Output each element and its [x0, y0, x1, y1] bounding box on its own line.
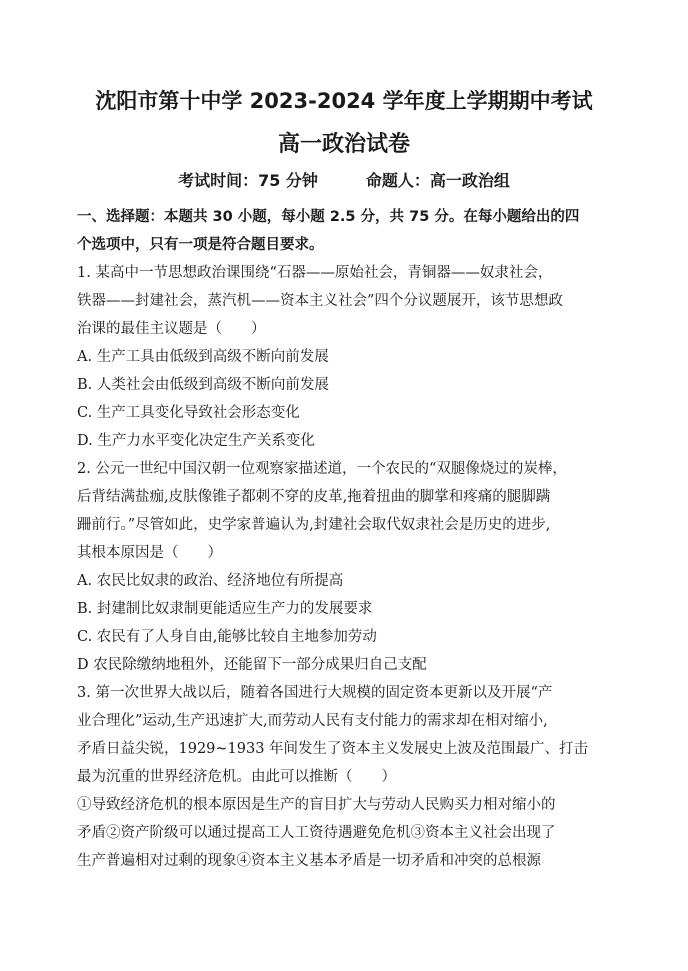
q2-option-a: A. 农民比奴隶的政治、经济地位有所提高: [77, 573, 344, 589]
q1-option-b: B. 人类社会由低级到高级不断向前发展: [77, 377, 329, 393]
q3-item-line1: ①导致经济危机的根本原因是生产的盲目扩大与劳动人民购买力相对缩小的: [77, 797, 556, 813]
q2-stem-line3: 跚前行。”尽管如此，史学家普遍认为,封建社会取代奴隶社会是历史的进步,: [77, 517, 551, 533]
section-heading-line2: 个选项中，只有一项是符合题目要求。: [77, 237, 324, 253]
q2-stem-line2: 后背结满盐痂,皮肤像锥子都刺不穿的皮革,拖着扭曲的脚掌和疼痛的腿脚蹒: [77, 489, 551, 505]
q1-stem-line1: 1. 某高中一节思想政治课围绕“石器——原始社会，青铜器——奴隶社会，: [77, 265, 553, 281]
q2-stem-line4: 其根本原因是（ ）: [77, 545, 222, 561]
q1-option-a: A. 生产工具由低级到高级不断向前发展: [77, 349, 329, 365]
section-heading-line1: 一、选择题：本题共 30 小题，每小题 2.5 分，共 75 分。在每小题给出的四: [77, 209, 580, 225]
exam-title: 沈阳市第十中学 2023-2024 学年度上学期期中考试: [95, 89, 593, 113]
exam-time: 考试时间：75 分钟: [178, 171, 318, 190]
q3-stem-line1: 3. 第一次世界大战以后，随着各国进行大规模的固定资本更新以及开展“产: [77, 685, 553, 701]
q2-option-b: B. 封建制比奴隶制更能适应生产力的发展要求: [77, 601, 373, 617]
q1-option-d: D. 生产力水平变化决定生产关系变化: [77, 433, 315, 449]
q1-stem-line3: 治课的最佳主议题是（ ）: [77, 321, 266, 337]
exam-subtitle: 高一政治试卷: [277, 132, 410, 157]
q3-stem-line4: 最为沉重的世界经济危机。由此可以推断（ ）: [77, 769, 396, 785]
q3-stem-line3: 矛盾日益尖锐，1929~1933 年间发生了资本主义发展史上波及范围最广、打击: [77, 741, 589, 757]
q2-option-d: D 农民除缴纳地租外，还能留下一部分成果归自己支配: [77, 657, 427, 673]
exam-meta: [0, 168, 688, 191]
q3-stem-line2: 业合理化”运动,生产迅速扩大,而劳动人民有支付能力的需求却在相对缩小,: [77, 713, 548, 729]
exam-author: 命题人：高一政治组: [365, 171, 510, 190]
q1-stem-line2: 铁器——封建社会，蒸汽机——资本主义社会”四个分议题展开，该节思想政: [77, 293, 563, 309]
q2-option-c: C. 农民有了人身自由,能够比较自主地参加劳动: [77, 629, 377, 645]
q3-item-line3: 生产普遍相对过剩的现象④资本主义基本矛盾是一切矛盾和冲突的总根源: [77, 853, 541, 869]
q3-item-line2: 矛盾②资产阶级可以通过提高工人工资待遇避免危机③资本主义社会出现了: [77, 825, 556, 841]
q1-option-c: C. 生产工具变化导致社会形态变化: [77, 405, 300, 421]
q2-stem-line1: 2. 公元一世纪中国汉朝一位观察家描述道，一个农民的“双腿像烧过的炭棒，: [77, 461, 567, 477]
